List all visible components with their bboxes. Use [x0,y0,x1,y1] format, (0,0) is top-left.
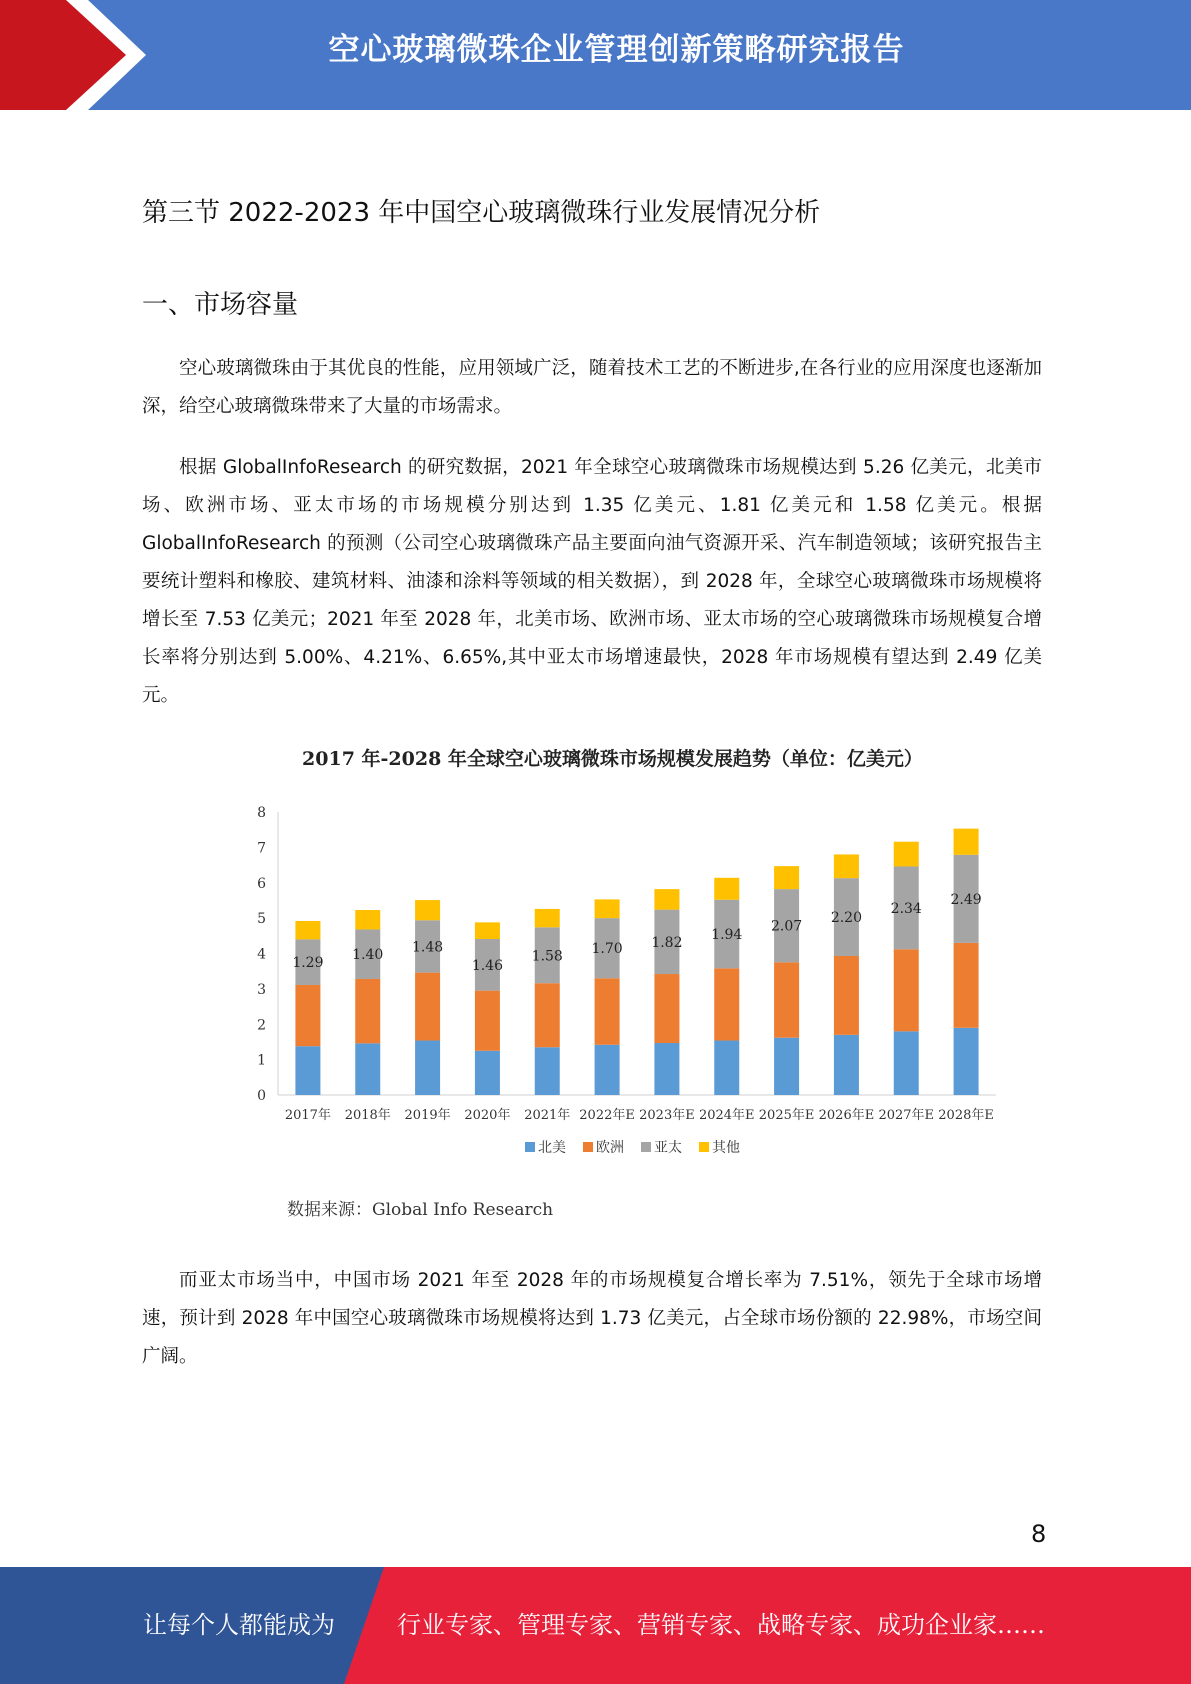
data-label: 1.58 [531,948,563,965]
bar-segment [415,973,440,1041]
x-tick-label: 2027年E [878,1108,935,1123]
footer-slogan-right: 行业专家、管理专家、营销专家、战略专家、成功企业家…… [397,1611,1045,1639]
data-label: 2.07 [770,918,803,935]
bar-segment [475,991,500,1051]
x-tick-label: 2024年E [698,1108,755,1123]
subsection-title: 一、市场容量 [142,290,299,320]
x-tick-label: 2020年 [464,1108,511,1123]
bar-segment [954,829,979,855]
bar-segment [894,949,919,1031]
data-label: 2.49 [950,891,982,908]
bar-segment [355,910,380,929]
data-label: 1.40 [352,947,384,964]
legend-label: 北美 [538,1140,566,1156]
stacked-bar-chart [250,795,1010,1175]
y-tick-label: 1 [257,1052,266,1069]
y-tick-label: 4 [257,946,266,963]
x-tick-label: 2021年 [524,1108,571,1123]
y-tick-label: 7 [257,840,266,857]
data-label: 1.48 [411,939,444,956]
data-label: 1.29 [292,955,324,972]
paragraph-1: 空心玻璃微珠由于其优良的性能，应用领域广泛，随着技术工艺的不断进步,在各行业的应用深度也逐渐加深，给空心玻璃微珠带来了大量的市场需求。 [142,358,1042,417]
bar-segment [774,962,799,1037]
data-label: 2.20 [830,910,863,927]
y-tick-label: 3 [257,981,266,998]
bar-segment [654,889,679,910]
bar-segment [595,978,620,1045]
bar-segment [595,1045,620,1095]
legend-swatch [641,1142,651,1152]
bar-segment [475,922,500,939]
x-tick-label: 2017年 [284,1108,331,1123]
data-label: 2.34 [890,900,922,917]
bar-segment [654,974,679,1043]
chart-source: 数据来源：Global Info Research [287,1200,554,1220]
bar-segment [714,1041,739,1095]
legend-swatch [699,1142,709,1152]
bar-segment [355,1043,380,1095]
x-tick-label: 2022年E [579,1108,635,1123]
page-header [0,0,1191,110]
bar-segment [834,956,859,1035]
data-label: 1.46 [471,957,504,974]
page-footer [0,1567,1191,1684]
x-tick-label: 2018年 [344,1108,391,1123]
y-tick-label: 2 [257,1017,266,1034]
footer-slogan-left: 让每个人都能成为 [143,1611,335,1639]
data-label: 1.94 [711,927,743,944]
bar-segment [535,983,560,1047]
bar-segment [834,854,859,878]
data-label: 1.82 [651,934,683,951]
x-tick-label: 2028年E [938,1108,994,1123]
y-tick-label: 8 [257,805,266,821]
bar-segment [415,900,440,920]
bar-segment [834,1035,859,1095]
bar-segment [295,1046,320,1095]
bar-segment [714,878,739,900]
bar-segment [894,842,919,867]
section-title: 第三节 2022-2023 年中国空心玻璃微珠行业发展情况分析 [142,198,821,228]
bar-segment [894,1031,919,1095]
legend-swatch [525,1142,535,1152]
y-tick-label: 0 [257,1088,266,1104]
chart-title: 2017 年-2028 年全球空心玻璃微珠市场规模发展趋势（单位：亿美元） [302,748,923,770]
paragraph-3: 而亚太市场当中，中国市场 2021 年至 2028 年的市场规模复合增长率为 7.51%，领先于全球市场增速，预计到 2028 年中国空心玻璃微珠市场规模将达到 1.73 亿美元，占全球市场份额的 22.98%，市场空间广阔。 [142,1270,1042,1367]
bar-segment [954,943,979,1028]
bar-segment [295,985,320,1046]
legend-label: 其他 [712,1140,740,1156]
bar-segment [295,921,320,939]
x-tick-label: 2026年E [818,1108,875,1123]
bar-segment [654,1043,679,1095]
x-tick-label: 2023年E [639,1108,695,1123]
y-tick-label: 6 [257,875,266,892]
bar-segment [535,909,560,927]
bar-segment [415,1041,440,1095]
legend-label: 亚太 [654,1140,682,1156]
bar-segment [954,1028,979,1095]
bar-segment [475,1051,500,1095]
x-tick-label: 2019年 [404,1108,451,1123]
bar-segment [774,866,799,889]
bar-segment [714,968,739,1040]
page-number: 8 [1031,1520,1047,1548]
x-tick-label: 2025年E [758,1108,815,1123]
bar-segment [535,1047,560,1095]
legend-label: 欧洲 [596,1140,624,1156]
paragraph-2: 根据 GlobalInfoResearch 的研究数据，2021 年全球空心玻璃微珠市场规模达到 5.26 亿美元，北美市场、欧洲市场、亚太市场的市场规模分别达到 1.35 亿美元、1.81 亿美元和 1.58 亿美元。根据 GlobalInfoResearch 的预测（公司空心玻璃微珠产品主要面向油气资源开采、汽车制造领域；该研究报告主要统计塑料和橡胶、建筑材料、油漆和涂料等领域的相关数据），到 2028 年，全球空心玻璃微珠市场规模将增长至 7.53 亿美元；2021 年至 2028 年，北美市场、欧洲市场、亚太市场的空心玻璃微珠市场规模复合增长率将分别达到 5.00%、4.21%、6.65%,其中亚太市场增速最快，2028 年市场规模有望达到 2.49 亿美元。 [142,457,1042,706]
data-label: 1.70 [591,941,623,958]
y-tick-label: 5 [257,911,266,928]
legend-swatch [583,1142,593,1152]
bar-segment [774,1038,799,1095]
bar-segment [595,899,620,918]
bar-segment [355,979,380,1043]
header-title: 空心玻璃微珠企业管理创新策略研究报告 [328,32,905,68]
